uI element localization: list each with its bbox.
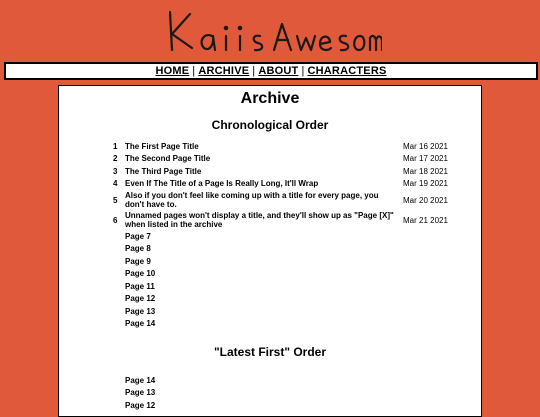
page-number (113, 318, 125, 331)
page-number: 5 (113, 195, 118, 205)
page-date: Mar 19 2021 (403, 179, 448, 189)
page-title-link[interactable]: Page 13 (125, 306, 156, 316)
chronological-heading: Chronological Order (211, 118, 329, 132)
page-title-link[interactable]: The First Page Title (125, 141, 199, 151)
archive-row[interactable] (113, 318, 458, 331)
archive-row[interactable] (113, 255, 458, 268)
archive-row[interactable] (113, 268, 458, 281)
handwritten-logo (160, 6, 382, 58)
page-number (113, 280, 125, 293)
main-navigation (4, 62, 538, 80)
chronological-table (113, 140, 458, 330)
archive-row[interactable] (113, 210, 458, 230)
page-number (113, 305, 125, 318)
page-title-link[interactable]: Also if you don't feel like coming up with a title for every page, you don't have to. (125, 191, 379, 209)
page-date (403, 268, 458, 281)
page-number (113, 387, 125, 400)
nav-separator: | (301, 65, 305, 77)
archive-row[interactable] (113, 399, 458, 412)
page-title-link[interactable]: Unnamed pages won't display a title, and they'll show up as "Page [X]" when listed in the archive (125, 211, 394, 229)
page-title-link[interactable]: Page 12 (125, 294, 156, 304)
archive-row[interactable] (113, 293, 458, 306)
page-date: Mar 18 2021 (403, 166, 448, 176)
page-title-link[interactable]: Page 7 (125, 231, 151, 241)
latest-first-heading: "Latest First" Order (213, 345, 327, 359)
page-number: 4 (113, 179, 118, 189)
page-date: Mar 17 2021 (403, 154, 448, 164)
archive-row[interactable] (113, 178, 458, 191)
page-date (403, 293, 458, 306)
page-title-link[interactable]: Page 14 (125, 375, 156, 385)
page-date (403, 280, 458, 293)
latest-first-table (113, 374, 458, 412)
page-date (403, 255, 458, 268)
page-title-link[interactable]: Page 11 (125, 281, 155, 291)
page-number (113, 230, 125, 243)
page-title-link[interactable]: Page 14 (125, 319, 156, 329)
nav-home-link[interactable]: HOME (155, 65, 190, 77)
archive-row[interactable] (113, 140, 458, 153)
page-title-link[interactable]: Page 12 (125, 400, 156, 410)
page-date (403, 374, 458, 387)
page-title: Archive (240, 90, 300, 107)
page-number: 2 (113, 154, 118, 164)
page-number (113, 268, 125, 281)
page-date: Mar 20 2021 (403, 195, 448, 205)
page-number (113, 399, 125, 412)
nav-separator: | (192, 65, 196, 77)
page-number: 1 (113, 141, 118, 151)
archive-row[interactable] (113, 305, 458, 318)
page-title-link[interactable]: Page 9 (125, 256, 151, 266)
archive-row[interactable] (113, 387, 458, 400)
archive-row[interactable] (113, 243, 458, 256)
page-date (403, 387, 458, 400)
page-title-link[interactable]: Page 10 (125, 269, 156, 279)
archive-row[interactable] (113, 230, 458, 243)
archive-row[interactable] (113, 153, 458, 166)
page-date: Mar 16 2021 (403, 141, 448, 151)
page-number (113, 293, 125, 306)
page-date (403, 399, 458, 412)
nav-separator: | (252, 65, 256, 77)
page-number (113, 255, 125, 268)
page-title-link[interactable]: Even If The Title of a Page Is Really Long, It'll Wrap (125, 179, 319, 189)
page-title-link[interactable]: Page 13 (125, 388, 156, 398)
page-title-link[interactable]: The Second Page Title (125, 154, 211, 164)
page-date (403, 318, 458, 331)
page-number (113, 374, 125, 387)
page-number (113, 243, 125, 256)
archive-row[interactable] (113, 374, 458, 387)
archive-row[interactable] (113, 190, 458, 210)
page-number: 6 (113, 215, 118, 225)
page-number: 3 (113, 166, 118, 176)
nav-characters-link[interactable]: CHARACTERS (307, 65, 387, 77)
nav-about-link[interactable]: ABOUT (258, 65, 299, 77)
page-date (403, 243, 458, 256)
page-title-link[interactable]: Page 8 (125, 244, 151, 254)
archive-row[interactable] (113, 165, 458, 178)
archive-row[interactable] (113, 280, 458, 293)
page-title-link[interactable]: The Third Page Title (125, 166, 202, 176)
page-date (403, 305, 458, 318)
nav-archive-link[interactable]: ARCHIVE (198, 65, 250, 77)
archive-panel (58, 85, 482, 417)
site-logo[interactable] (160, 6, 382, 58)
page-date: Mar 21 2021 (403, 215, 448, 225)
page-date (403, 230, 458, 243)
